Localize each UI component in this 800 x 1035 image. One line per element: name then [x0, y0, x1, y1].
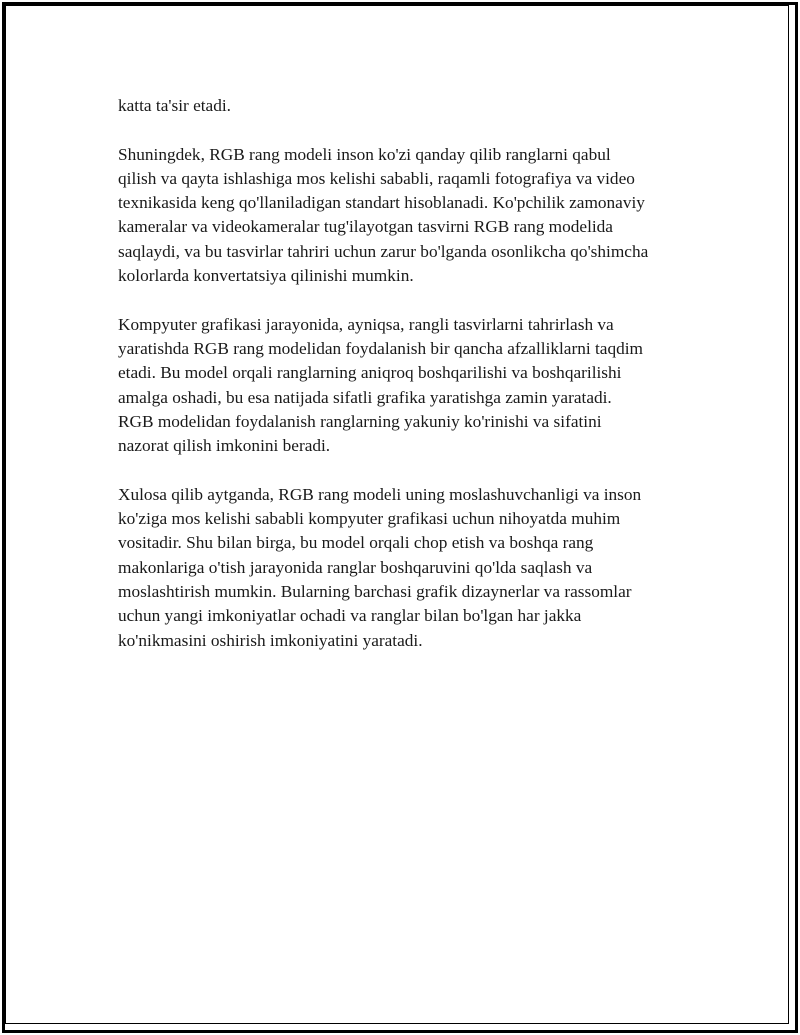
text-line: uchun yangi imkoniyatlar ochadi va ranglar bilan bo'lgan har jakka: [118, 606, 582, 626]
text-line: etadi. Bu model orqali ranglarning aniqroq boshqarilishi va boshqarilishi: [118, 363, 622, 383]
text-line: makonlariga o'tish jarayonida ranglar boshqaruvini qo'lda saqlash va: [118, 557, 593, 577]
text-line: vositadir. Shu bilan birga, bu model orqali chop etish va boshqa rang: [118, 533, 594, 553]
document-body: [118, 94, 698, 677]
text-line: ko'ziga mos kelishi sababli kompyuter grafikasi uchun nihoyatda muhim: [118, 509, 621, 529]
text-line: Shuningdek, RGB rang modeli inson ko'zi qanday qilib ranglarni qabul: [118, 144, 611, 164]
text-line: nazorat qilish imkonini beradi.: [118, 436, 331, 456]
text-line: kameralar va videokameralar tug'ilayotgan tasvirni RGB rang modelida: [118, 217, 613, 237]
paragraph-3: [118, 313, 698, 459]
text-line: saqlaydi, va bu tasvirlar tahriri uchun zarur bo'lganda osonlikcha qo'shimcha: [118, 241, 649, 261]
paragraph-2: [118, 143, 698, 289]
text-line: yaratishda RGB rang modelidan foydalanish bir qancha afzalliklarni taqdim: [118, 338, 643, 358]
text-line: katta ta'sir etadi.: [118, 96, 231, 115]
paragraph-1: [118, 94, 698, 118]
text-line: Kompyuter grafikasi jarayonida, ayniqsa, rangli tasvirlarni tahrirlash va: [118, 314, 614, 334]
text-line: amalga oshadi, bu esa natijada sifatli grafika yaratishga zamin yaratadi.: [118, 387, 612, 407]
text-line: kolorlarda konvertatsiya qilinishi mumkin.: [118, 266, 414, 286]
text-line: RGB modelidan foydalanish ranglarning yakuniy ko'rinishi va sifatini: [118, 411, 602, 431]
paragraph-4: [118, 483, 698, 653]
text-line: qilish va qayta ishlashiga mos kelishi sababli, raqamli fotografiya va video: [118, 168, 635, 188]
text-line: ko'nikmasini oshirish imkoniyatini yaratadi.: [118, 630, 423, 650]
text-line: Xulosa qilib aytganda, RGB rang modeli uning moslashuvchanligi va inson: [118, 484, 642, 504]
text-line: moslashtirish mumkin. Bularning barchasi grafik dizaynerlar va rassomlar: [118, 581, 632, 601]
text-line: texnikasida keng qo'llaniladigan standart hisoblanadi. Ko'pchilik zamonaviy: [118, 193, 645, 213]
